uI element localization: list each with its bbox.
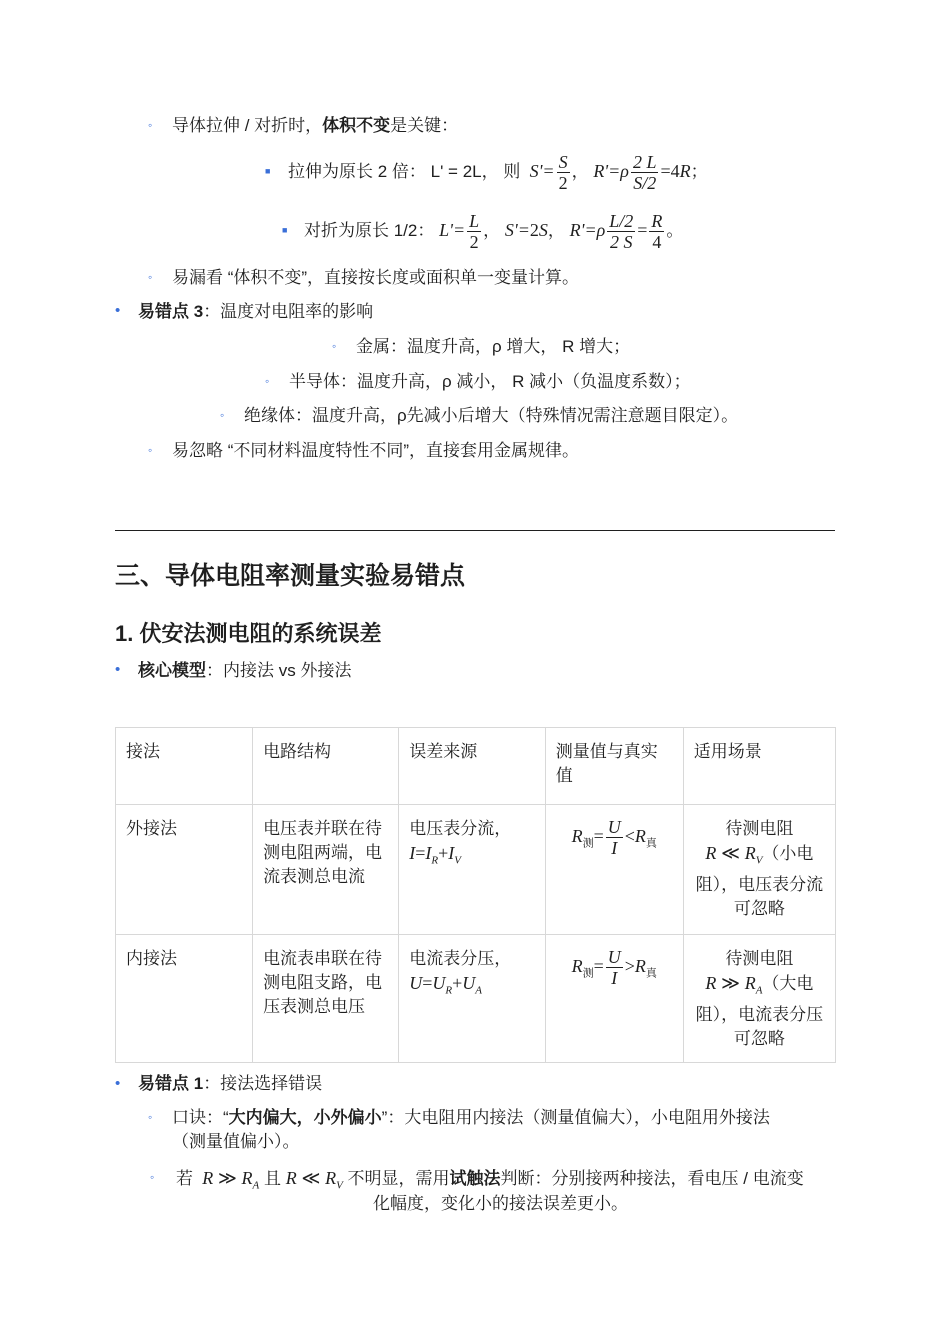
bullet: ◦ xyxy=(265,374,270,388)
bullet: • xyxy=(115,302,121,319)
table-cell: $R_测=$ $\frac{U}{I}$ $>R_真$ xyxy=(545,935,683,1063)
bullet: ◦ xyxy=(148,443,153,457)
bullet: ◦ xyxy=(150,1170,155,1184)
text-line: 易漏看 “体积不变”，直接按长度或面积单一变量计算。 xyxy=(172,268,580,287)
bullet: ◦ xyxy=(148,118,153,132)
text-line: 金属：温度升高，ρ 增大， R 增大； xyxy=(356,337,631,356)
table-row xyxy=(116,935,836,1063)
bullet: • xyxy=(115,661,121,678)
table-header: 误差来源 xyxy=(399,728,546,805)
section-title: 三、导体电阻率测量实验易错点 xyxy=(115,562,466,590)
table-cell: 电流表分压， $U=U_R+U_A$ xyxy=(399,935,546,1063)
table-header: 测量值与真实值 xyxy=(545,728,683,805)
table-cell: 电流表串联在待测电阻支路，电压表测总电压 xyxy=(253,935,399,1063)
table-cell: 电压表并联在待测电阻两端，电流表测总电流 xyxy=(253,805,399,935)
bullet: ◦ xyxy=(148,270,153,284)
core-model-line: 核心模型：内接法 vs 外接法 xyxy=(138,661,352,680)
bullet: • xyxy=(115,1075,121,1092)
table-header: 适用场景 xyxy=(683,728,835,805)
formula: S'= xyxy=(525,161,555,181)
bullet: ◦ xyxy=(220,408,225,422)
stretch-line: 拉伸为原长 2 倍： L' = 2L， 则 S'= $\frac{S}{2}$ ， R'=ρ $\frac{2 L}{S/2}$ =4R； xyxy=(288,152,708,194)
bullet: ◦ xyxy=(332,339,337,353)
section-divider xyxy=(115,530,835,531)
table-row xyxy=(116,805,836,935)
bullet: ■ xyxy=(265,166,271,176)
table-cell: 外接法 xyxy=(116,805,253,935)
table-cell: 待测电阻 R ≪ $R_V$（小电阻），电压表分流可忽略 xyxy=(683,805,835,935)
table-header: 电路结构 xyxy=(253,728,399,805)
pitfall-3-heading: 易错点 3：温度对电阻率的影响 xyxy=(138,302,374,321)
table-header-row xyxy=(116,728,836,805)
comparison-table xyxy=(115,727,836,1063)
mnemonic-line-cont: （测量值偏小）。 xyxy=(172,1132,300,1151)
subsection-title: 1. 伏安法测电阻的系统误差 xyxy=(115,621,382,646)
table-cell: $R_测=$ $\frac{U}{I}$ $<R_真$ xyxy=(545,805,683,935)
bullet: ■ xyxy=(282,225,288,235)
text-line: 绝缘体：温度升高，ρ先减小后增大（特殊情况需注意题目限定）。 xyxy=(244,406,739,425)
text-line: 易忽略 “不同材料温度特性不同”，直接套用金属规律。 xyxy=(172,441,580,460)
pitfall-1-heading: 易错点 1：接法选择错误 xyxy=(138,1074,323,1093)
bullet: ◦ xyxy=(148,1110,153,1124)
text-line: 半导体：温度升高，ρ 减小， R 减小（负温度系数）； xyxy=(289,372,691,391)
mnemonic-line: 口诀：“大内偏大，小外偏小”：大电阻用内接法（测量值偏大），小电阻用外接法 xyxy=(172,1108,770,1127)
table-cell: 内接法 xyxy=(116,935,253,1063)
volume-rule-line: 导体拉伸 / 对折时，体积不变是关键： xyxy=(172,116,459,135)
table-cell: 电压表分流， $I=I_R+I_V$ xyxy=(399,805,546,935)
trial-method-line-cont: 化幅度，变化小的接法误差更小。 xyxy=(373,1194,628,1213)
table-header: 接法 xyxy=(116,728,253,805)
trial-method-line: 若 R ≫ $R_A$ 且 R ≪ $R_V$ 不明显，需用试触法判断：分别接两种接法，看电压 / 电流变 xyxy=(176,1168,804,1192)
fold-line: 对折为原长 1/2： L'= $\frac{L}{2}$ ， S'=2S， R'=ρ $\frac{L/2}{2 S}$ = $\frac{R}{4}$ 。 xyxy=(304,211,684,253)
table-cell: 待测电阻 R ≫ $R_A$（大电阻），电流表分压可忽略 xyxy=(683,935,835,1063)
